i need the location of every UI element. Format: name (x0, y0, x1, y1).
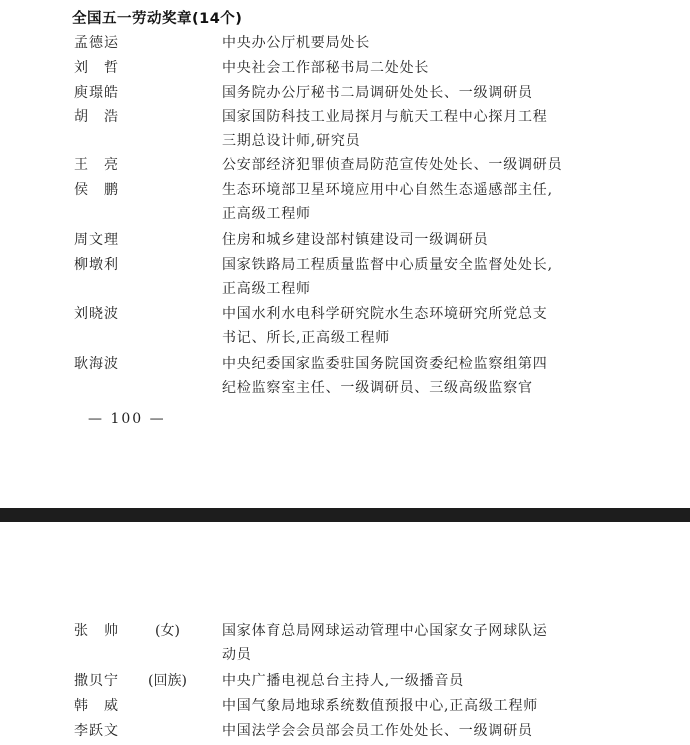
awardee-title (222, 31, 607, 55)
awardee-title-line: 国务院办公厅秘书二局调研处处长、一级调研员 (222, 85, 533, 101)
awardee-title-line: 纪检监察室主任、一级调研员、三级高级监察官 (222, 380, 533, 396)
awardee-title-line: 中央社会工作部秘书局二处处长 (222, 60, 430, 76)
awardee-title-line: 正高级工程师 (222, 281, 311, 297)
awardee-title-line: 公安部经济犯罪侦查局防范宣传处处长、一级调研员 (222, 157, 563, 173)
awardee-name: 韩 威 (74, 698, 119, 714)
awardee-tag: (回族) (148, 673, 187, 689)
awardee-title (222, 302, 607, 350)
awardee-name: 柳墩利 (74, 257, 119, 273)
awardee-name: 刘晓波 (74, 306, 119, 322)
awardee-title (222, 352, 607, 400)
awardee-title-line: 正高级工程师 (222, 206, 311, 222)
awardee-title (222, 619, 607, 667)
awardee-name: 孟德运 (74, 35, 119, 51)
awardee-title-line: 国家体育总局网球运动管理中心国家女子网球队运 (222, 623, 548, 639)
awardee-title (222, 81, 607, 105)
awardee-title-line: 中国水利水电科学研究院水生态环境研究所党总支 (222, 306, 548, 322)
awardee-title-line: 动员 (222, 647, 252, 663)
awardee-title-line: 国家国防科技工业局探月与航天工程中心探月工程 (222, 109, 548, 125)
awardee-title-line: 中央广播电视总台主持人,一级播音员 (222, 673, 465, 689)
page-number: — 100 — (88, 411, 166, 427)
document-page-bottom (0, 522, 690, 745)
awardee-name: 周文理 (74, 232, 119, 248)
awardee-title (222, 105, 607, 153)
awardee-title (222, 253, 607, 301)
awardee-title-line: 三期总设计师,研究员 (222, 133, 361, 149)
awardee-title-line: 中央纪委国家监委驻国务院国资委纪检监察组第四 (222, 356, 548, 372)
awardee-title-line: 中国气象局地球系统数值预报中心,正高级工程师 (222, 698, 539, 714)
awardee-title (222, 694, 607, 718)
awardee-title (222, 228, 607, 252)
awardee-title (222, 56, 607, 80)
awardee-name: 李跃文 (74, 723, 119, 739)
awardee-title-line: 书记、所长,正高级工程师 (222, 330, 391, 346)
awardee-title-line: 国家铁路局工程质量监督中心质量安全监督处处长, (222, 257, 553, 273)
awardee-tag: (女) (155, 623, 180, 639)
awardee-title (222, 669, 607, 693)
awardee-name: 王 亮 (74, 157, 119, 173)
awardee-title-line: 中央办公厅机要局处长 (222, 35, 370, 51)
awardee-title (222, 719, 607, 743)
awardee-name: 张 帅 (74, 623, 119, 639)
awardee-title-line: 生态环境部卫星环境应用中心自然生态遥感部主任, (222, 182, 553, 198)
awardee-name: 刘 哲 (74, 60, 119, 76)
awardee-name: 侯 鹏 (74, 182, 119, 198)
awardee-title (222, 153, 607, 177)
section-heading: 全国五一劳动奖章(14个) (72, 11, 243, 27)
awardee-name: 庾璟皓 (74, 85, 119, 101)
awardee-name: 胡 浩 (74, 109, 119, 125)
awardee-title-line: 中国法学会会员部会员工作处处长、一级调研员 (222, 723, 533, 739)
awardee-title (222, 178, 607, 226)
awardee-name: 耿海波 (74, 356, 119, 372)
page-separator (0, 508, 690, 522)
awardee-title-line: 住房和城乡建设部村镇建设司一级调研员 (222, 232, 489, 248)
awardee-name: 撒贝宁 (74, 673, 119, 689)
